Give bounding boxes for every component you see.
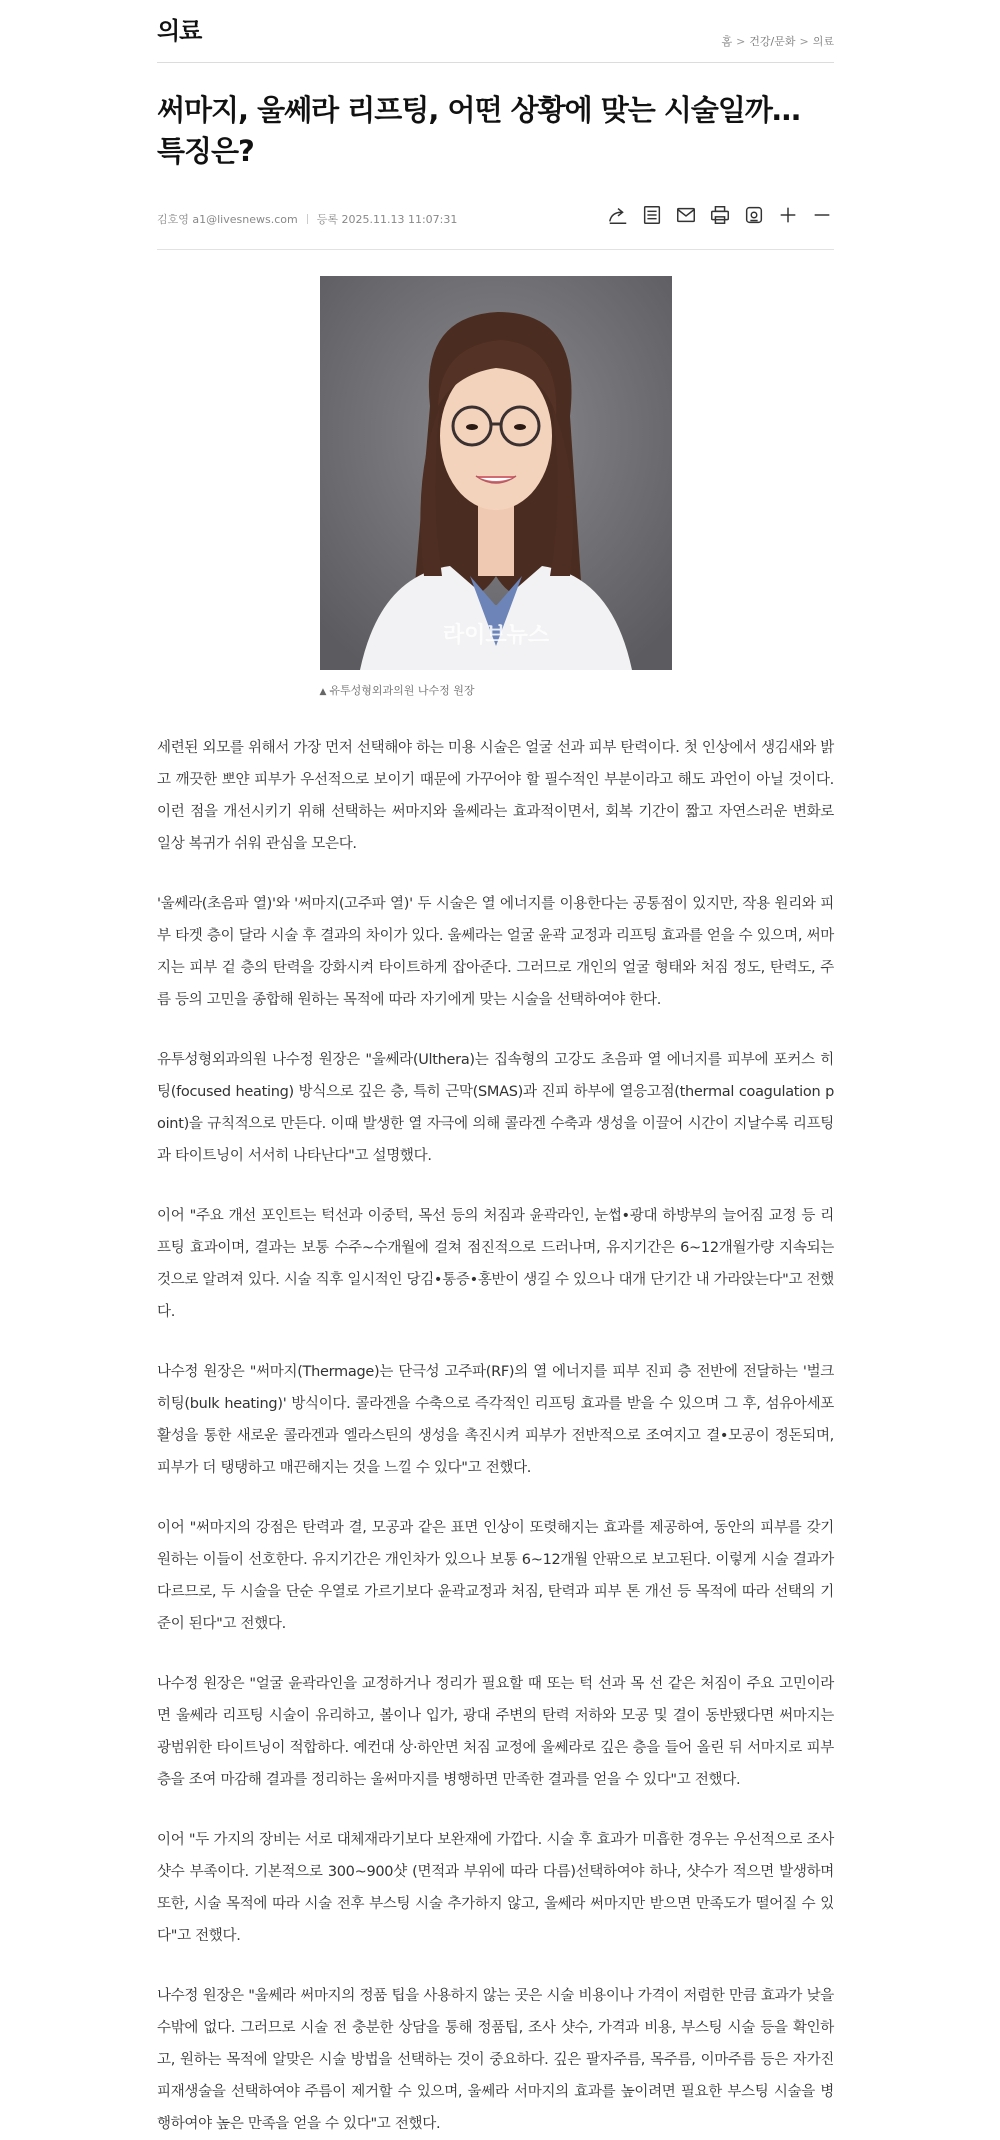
article-paragraph: 나수정 원장은 "울쎄라 써마지의 정품 팁을 사용하지 않는 곳은 시술 비용이나 가격이 저렴한 만큼 효과가 낮을 수밖에 없다. 그러므로 시술 전 충분한 상담을 통해 정품팁, 조사 샷수, 가격과 비용, 부스팅 시술 등을 확인하고, 원하는 목적에 알맞은 시술 방법을 선택하는 것이 중요하다. 깊은 팔자주름, 목주름, 이마주름 등은 자가진피재생술을 선택하여야 주름이 제거할 수 있으며, 울쎄라 서마지의 효과를 높이려면 필요한 부스팅 시술을 병행하여야 높은 만족을 얻을 수 있다"고 전했다. [157,1988,834,2132]
print-icon[interactable] [708,203,732,227]
article-body [157,732,834,2140]
breadcrumb-category[interactable]: 건강/문화 [749,35,796,48]
breadcrumb [721,33,834,49]
breadcrumb-separator: > [799,35,809,48]
article-meta [157,211,457,227]
headline-line-1: 써마지, 울쎄라 리프팅, 어떤 상황에 맞는 시술일까… [157,93,800,127]
article-paragraph: 이어 "주요 개선 포인트는 턱선과 이중턱, 목선 등의 처짐과 윤곽라인, 눈썹•광대 하방부의 늘어짐 교정 등 리프팅 효과이며, 결과는 보통 수주~수개월에 걸쳐 점진적으로 드러나며, 유지기간은 6~12개월가량 지속되는 것으로 알려져 있다. 시술 직후 일시적인 당김•통증•홍반이 생길 수 있으나 대개 단기간 내 가라앉는다"고 전했다. [157,1208,834,1320]
article-paragraph: 유투성형외과의원 나수정 원장은 "울쎄라(Ulthera)는 집속형의 고강도 초음파 열 에너지를 피부에 포커스 히팅(focused heating) 방식으로 깊은 층, 특히 근막(SMAS)과 진피 하부에 열응고점(thermal coagulation point)을 규칙적으로 만든다. 이때 발생한 열 자극에 의해 콜라겐 수축과 생성을 이끌어 시간이 지날수록 리프팅과 타이트닝이 서서히 나타난다"고 설명했다. [157,1052,834,1164]
article-paragraph: 나수정 원장은 "얼굴 윤곽라인을 교정하거나 정리가 필요할 때 또는 턱 선과 목 선 같은 처짐이 주요 고민이라면 울쎄라 리프팅 시술이 유리하고, 볼이나 입가, 광대 주변의 탄력 저하와 모공 및 결이 동반됐다면 써마지는 광범위한 타이트닝이 적합하다. 예컨대 상·하안면 처짐 교정에 울쎄라로 깊은 층을 들어 올린 뒤 서마지로 피부층을 조여 마감해 결과를 정리하는 울써마지를 병행하면 만족한 결과를 얻을 수 있다"고 전했다. [157,1676,834,1788]
article-paragraph: 이어 "두 가지의 장비는 서로 대체재라기보다 보완재에 가깝다. 시술 후 효과가 미흡한 경우는 우선적으로 조사 샷수 부족이다. 기본적으로 300~900샷 (면적과 부위에 따라 다름)선택하여야 하나, 샷수가 적으면 발생하며 또한, 시술 목적에 따라 시술 전후 부스팅 시술 추가하지 않고, 울쎄라 써마지만 받으면 만족도가 떨어질 수 있다"고 전했다. [157,1832,834,1944]
breadcrumb-separator: > [736,35,746,48]
section-title: 의료 [157,17,202,45]
caption-text: 유투성형외과의원 나수정 원장 [329,684,475,697]
list-icon[interactable] [640,203,664,227]
meta-divider [307,214,308,224]
mail-icon[interactable] [674,203,698,227]
photo-watermark: 라이브뉴스 [442,623,549,648]
headline-line-2: 특징은? [157,134,254,168]
portrait-image [320,276,672,670]
registered-label: 등록 [316,213,338,226]
share-icon[interactable] [606,203,630,227]
article-container [157,0,834,2140]
font-decrease-icon[interactable] [810,203,834,227]
article-toolbar [606,203,834,227]
font-increase-icon[interactable] [776,203,800,227]
registered-date: 2025.11.13 11:07:31 [341,213,458,226]
photo-caption [320,682,672,698]
article-meta-bar [157,191,834,250]
article-photo[interactable] [320,276,672,670]
section-header [157,0,834,63]
article-paragraph: 이어 "써마지의 강점은 탄력과 결, 모공과 같은 표면 인상이 또렷해지는 효과를 제공하여, 동안의 피부를 갖기 원하는 이들이 선호한다. 유지기간은 개인차가 있으나 보통 6~12개월 안팎으로 보고된다. 이렇게 시술 결과가 다르므로, 두 시술을 단순 우열로 가르기보다 윤곽교정과 처짐, 탄력과 피부 톤 개선 등 목적에 따라 선택의 기준이 된다"고 전했다. [157,1520,834,1632]
author-byline[interactable]: 김호영 a1@livesnews.com [157,213,298,226]
article-headline [157,90,834,172]
breadcrumb-subcategory[interactable]: 의료 [812,35,834,48]
article-paragraph: 나수정 원장은 "써마지(Thermage)는 단극성 고주파(RF)의 열 에너지를 피부 진피 층 전반에 전달하는 '벌크 히팅(bulk heating)' 방식이다. 콜라겐을 수축으로 즉각적인 리프팅 효과를 받을 수 있으며 그 후, 섬유아세포 활성을 통한 새로운 콜라겐과 엘라스틴의 생성을 촉진시켜 피부가 전반적으로 조여지고 결•모공이 정돈되며, 피부가 더 탱탱하고 매끈해지는 것을 느낄 수 있다"고 전했다. [157,1364,834,1476]
breadcrumb-home[interactable]: 홈 [721,35,733,48]
article-photo-block [157,276,834,698]
article-paragraph: '울쎄라(초음파 열)'와 '써마지(고주파 열)' 두 시술은 열 에너지를 이용한다는 공통점이 있지만, 작용 원리와 피부 타겟 층이 달라 시술 후 결과의 차이가 있다. 울쎄라는 얼굴 윤곽 교정과 리프팅 효과를 얻을 수 있으며, 써마지는 피부 겉 층의 탄력을 강화시켜 타이트하게 잡아준다. 그러므로 개인의 얼굴 형태와 처짐 정도, 탄력도, 주름 등의 고민을 종합해 원하는 목적에 따라 자기에게 맞는 시술을 선택하여야 한다. [157,896,834,1008]
caption-marker-icon: ▲ [319,687,327,697]
scrap-icon[interactable] [742,203,766,227]
article-paragraph: 세련된 외모를 위해서 가장 먼저 선택해야 하는 미용 시술은 얼굴 선과 피부 탄력이다. 첫 인상에서 생김새와 밝고 깨끗한 뽀얀 피부가 우선적으로 보이기 때문에 가꾸어야 할 필수적인 부분이라고 해도 과언이 아닐 것이다. 이런 점을 개선시키기 위해 선택하는 써마지와 울쎄라는 효과적이면서, 회복 기간이 짧고 자연스러운 변화로 일상 복귀가 쉬워 관심을 모은다. [157,740,834,852]
